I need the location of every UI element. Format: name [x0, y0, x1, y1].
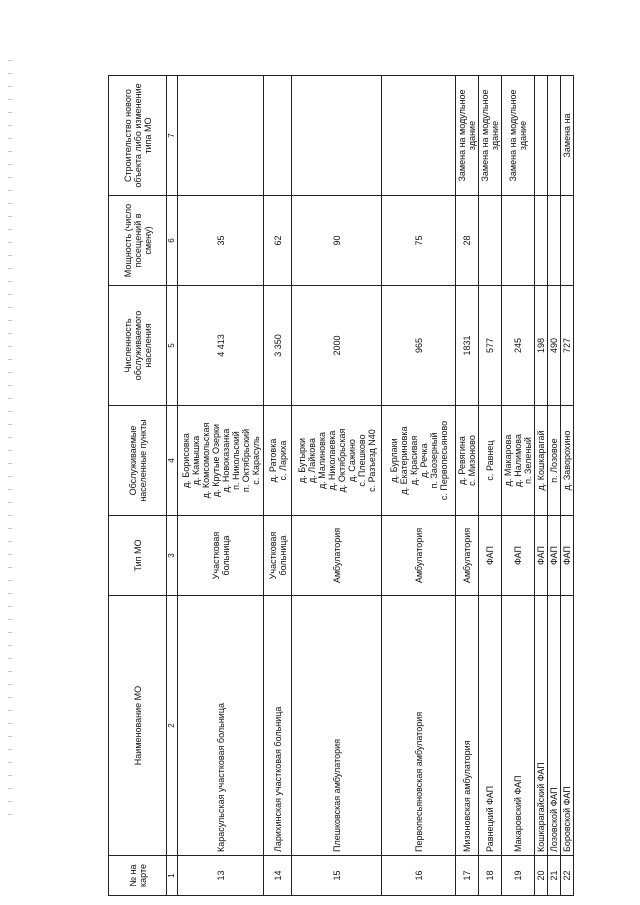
row-capacity-cell	[535, 196, 548, 286]
rotated-table-wrapper	[108, 76, 572, 896]
medical-organizations-table	[108, 75, 574, 896]
row-capacity-cell: 90	[292, 196, 382, 286]
settlement-name: д. Макарова	[503, 434, 513, 487]
row-type-cell: ФАП	[548, 516, 561, 596]
row-num-cell: 19	[502, 856, 535, 896]
row-name-cell: Ларихинская участковая больница	[264, 596, 292, 856]
header-capacity: Мощность (число посещений в смену)	[109, 196, 167, 286]
row-capacity-cell: 28	[456, 196, 479, 286]
table-row	[382, 76, 456, 896]
row-type-cell: ФАП	[502, 516, 535, 596]
header-name: Наименование МО	[109, 596, 167, 856]
row-population-cell: 1831	[456, 286, 479, 406]
table-row	[502, 76, 535, 896]
settlement-name: с. Карасуль	[250, 436, 261, 485]
settlement-name: с. Мизоново	[467, 435, 477, 486]
row-population-cell: 3 350	[264, 286, 292, 406]
row-capacity-cell	[561, 196, 574, 286]
row-capacity-cell	[548, 196, 561, 286]
settlement-name: д. Крутые Озерки	[210, 424, 221, 497]
row-points-cell	[456, 406, 479, 516]
row-type-cell: ФАП	[535, 516, 548, 596]
settlement-name: д. Борисовка	[180, 433, 191, 488]
settlement-name: п. Зеленый	[523, 437, 533, 484]
settlement-name: д. Октябрьская	[336, 428, 347, 493]
row-name-cell: Боровской ФАП	[561, 596, 574, 856]
settlement-name: с. Первопесьяново	[438, 420, 449, 501]
settlement-name: д. Заворохино	[562, 430, 572, 491]
settlement-name: д. Малиновка	[316, 431, 327, 490]
index-cell: 1	[167, 856, 178, 896]
row-type-cell: Амбулатория	[292, 516, 382, 596]
settlement-name: д. Камышка	[190, 435, 201, 486]
row-capacity-cell: 35	[178, 196, 264, 286]
row-num-cell: 20	[535, 856, 548, 896]
index-cell: 3	[167, 516, 178, 596]
row-capacity-cell: 62	[264, 196, 292, 286]
row-capacity-cell: 75	[382, 196, 456, 286]
settlement-name: д. Николаевка	[326, 430, 337, 491]
header-construction: Строительство нового объекта либо изменение типа МО	[109, 76, 167, 196]
table-row	[535, 76, 548, 896]
row-construction-cell	[382, 76, 456, 196]
header-row	[109, 76, 167, 896]
row-type-cell: Участковая больница	[264, 516, 292, 596]
row-name-cell: Кошкарагайский ФАП	[535, 596, 548, 856]
row-name-cell: Макаровский ФАП	[502, 596, 535, 856]
row-population-cell: 198	[535, 286, 548, 406]
settlement-name: д. Красивая	[408, 435, 419, 486]
row-num-cell: 13	[178, 856, 264, 896]
header-num: № на карте	[109, 856, 167, 896]
row-num-cell: 22	[561, 856, 574, 896]
row-num-cell: 18	[479, 856, 502, 896]
settlement-name: п. Никольский	[230, 431, 241, 490]
index-cell: 7	[167, 76, 178, 196]
index-cell: 6	[167, 196, 178, 286]
settlement-name: д. Речка	[418, 443, 429, 478]
row-name-cell: Равнецкий ФАП	[479, 596, 502, 856]
row-num-cell: 14	[264, 856, 292, 896]
settlement-name: п. Лозовое	[549, 438, 559, 483]
row-points-cell	[479, 406, 502, 516]
row-construction-cell	[292, 76, 382, 196]
index-row	[167, 76, 178, 896]
settlement-name: д. Сажино	[346, 439, 357, 482]
row-type-cell: Участковая больница	[178, 516, 264, 596]
settlement-name: д. Налимова	[513, 434, 523, 487]
header-population: Численность обслуживаемого населения	[109, 286, 167, 406]
settlement-name: д. Бутырки	[296, 437, 307, 484]
row-points-cell	[561, 406, 574, 516]
row-name-cell: Карасульская участковая больница	[178, 596, 264, 856]
index-cell: 4	[167, 406, 178, 516]
row-name-cell: Первопесьяновская амбулатория	[382, 596, 456, 856]
settlement-name: с. Лариха	[277, 440, 288, 481]
table-row	[561, 76, 574, 896]
row-population-cell: 577	[479, 286, 502, 406]
row-points-cell	[535, 406, 548, 516]
row-population-cell: 490	[548, 286, 561, 406]
row-population-cell: 2000	[292, 286, 382, 406]
row-num-cell: 17	[456, 856, 479, 896]
row-num-cell: 16	[382, 856, 456, 896]
table-row	[548, 76, 561, 896]
table-row	[479, 76, 502, 896]
row-population-cell: 4 413	[178, 286, 264, 406]
index-cell: 2	[167, 596, 178, 856]
row-construction-cell: Замена на модульное здание	[479, 76, 502, 196]
row-points-cell	[178, 406, 264, 516]
row-num-cell: 21	[548, 856, 561, 896]
row-capacity-cell	[502, 196, 535, 286]
index-cell: 5	[167, 286, 178, 406]
settlement-name: д. Комсомольская	[200, 422, 211, 499]
settlement-name: с. Равнец	[485, 440, 495, 481]
settlement-name: п. Заозерный	[428, 432, 439, 489]
settlement-name: д. Лайкова	[306, 438, 317, 483]
settlement-name: д. Ратовка	[267, 438, 278, 483]
row-type-cell: ФАП	[479, 516, 502, 596]
header-points: Обслуживаемые населенные пункты	[109, 406, 167, 516]
row-construction-cell	[548, 76, 561, 196]
scan-edge-dots	[8, 60, 12, 820]
row-construction-cell	[535, 76, 548, 196]
row-num-cell: 15	[292, 856, 382, 896]
table-body	[178, 76, 574, 896]
settlement-name: с. Плешково	[356, 434, 367, 487]
settlement-name: д. Ревягина	[457, 436, 467, 485]
table-row	[264, 76, 292, 896]
settlement-name: п. Октябрьский	[240, 428, 251, 493]
row-construction-cell: Замена на	[561, 76, 574, 196]
row-points-cell	[382, 406, 456, 516]
row-construction-cell	[264, 76, 292, 196]
row-type-cell: Амбулатория	[382, 516, 456, 596]
row-points-cell	[502, 406, 535, 516]
row-name-cell: Плешковская амбулатория	[292, 596, 382, 856]
row-name-cell: Лозовской ФАП	[548, 596, 561, 856]
settlement-name: д. Бурлаки	[388, 438, 399, 483]
table-row	[292, 76, 382, 896]
row-type-cell: ФАП	[561, 516, 574, 596]
row-name-cell: Мизоновская амбулатория	[456, 596, 479, 856]
row-population-cell: 245	[502, 286, 535, 406]
row-capacity-cell	[479, 196, 502, 286]
row-construction-cell: Замена на модульное здание	[502, 76, 535, 196]
settlement-name: с. Разъезд N40	[366, 429, 377, 492]
row-population-cell: 965	[382, 286, 456, 406]
table-row	[456, 76, 479, 896]
row-population-cell: 727	[561, 286, 574, 406]
table-row	[178, 76, 264, 896]
settlement-name: д. Новоказанка	[220, 428, 231, 493]
row-points-cell	[548, 406, 561, 516]
row-construction-cell	[178, 76, 264, 196]
row-points-cell	[292, 406, 382, 516]
row-type-cell: Амбулатория	[456, 516, 479, 596]
settlement-name: д. Кошкарагай	[536, 430, 546, 491]
row-points-cell	[264, 406, 292, 516]
row-construction-cell: Замена на модульное здание	[456, 76, 479, 196]
header-type: Тип МО	[109, 516, 167, 596]
settlement-name: д. Екатериновка	[398, 426, 409, 495]
